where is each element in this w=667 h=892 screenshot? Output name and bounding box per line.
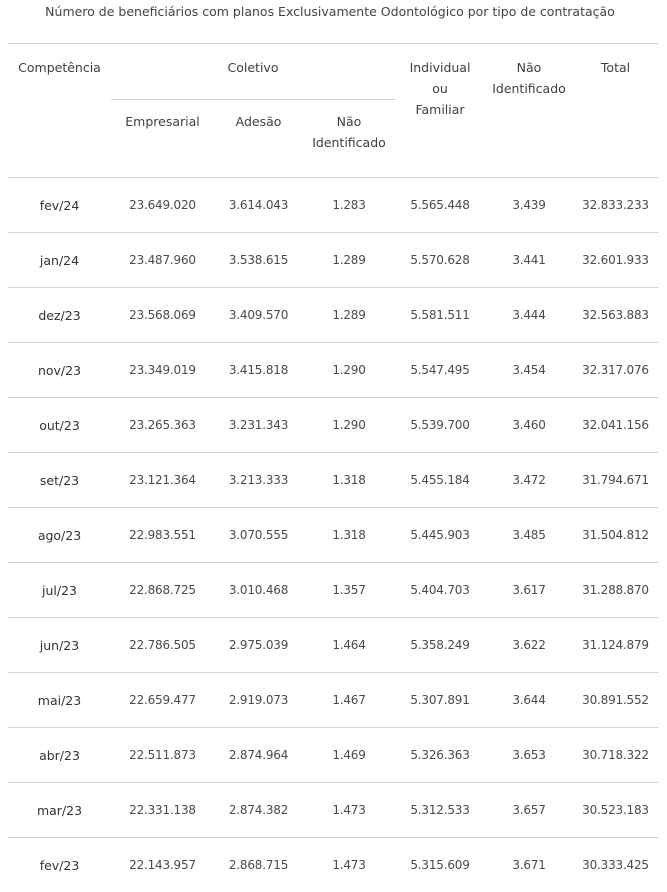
- cell-individual-familiar: 5.315.609: [395, 838, 485, 892]
- table-row: [8, 233, 658, 288]
- cell-adesao: 2.919.073: [214, 673, 303, 728]
- cell-individual-familiar: 5.326.363: [395, 728, 485, 783]
- cell-adesao: 3.231.343: [214, 398, 303, 453]
- cell-nao-identificado: 3.657: [485, 783, 573, 838]
- header-individual-familiar: Individual ou Familiar: [395, 44, 485, 178]
- cell-empresarial: 22.786.505: [111, 618, 214, 673]
- cell-empresarial: 22.331.138: [111, 783, 214, 838]
- table-caption: Número de beneficiários com planos Exclusivamente Odontológico por tipo de contratação: [0, 0, 660, 23]
- cell-total: 31.504.812: [573, 508, 658, 563]
- cell-adesao: 2.868.715: [214, 838, 303, 892]
- cell-competencia: jun/23: [8, 618, 111, 673]
- cell-adesao: 3.213.333: [214, 453, 303, 508]
- cell-nao-identificado: 3.472: [485, 453, 573, 508]
- cell-competencia: fev/23: [8, 838, 111, 892]
- cell-nao-identificado: 3.454: [485, 343, 573, 398]
- cell-nao-identificado: 3.439: [485, 178, 573, 233]
- cell-total: 30.333.425: [573, 838, 658, 892]
- cell-total: 31.288.870: [573, 563, 658, 618]
- cell-individual-familiar: 5.307.891: [395, 673, 485, 728]
- table-row: [8, 618, 658, 673]
- cell-total: 32.563.883: [573, 288, 658, 343]
- cell-empresarial: 22.659.477: [111, 673, 214, 728]
- cell-empresarial: 23.265.363: [111, 398, 214, 453]
- cell-empresarial: 23.121.364: [111, 453, 214, 508]
- cell-individual-familiar: 5.455.184: [395, 453, 485, 508]
- table-row: [8, 343, 658, 398]
- cell-coletivo-nao-identificado: 1.290: [303, 343, 395, 398]
- cell-coletivo-nao-identificado: 1.473: [303, 838, 395, 892]
- beneficiaries-table: [8, 43, 658, 892]
- cell-individual-familiar: 5.581.511: [395, 288, 485, 343]
- table-row: [8, 783, 658, 838]
- cell-individual-familiar: 5.547.495: [395, 343, 485, 398]
- cell-competencia: jul/23: [8, 563, 111, 618]
- table-body: [8, 178, 658, 892]
- cell-total: 32.041.156: [573, 398, 658, 453]
- cell-coletivo-nao-identificado: 1.283: [303, 178, 395, 233]
- cell-coletivo-nao-identificado: 1.318: [303, 453, 395, 508]
- cell-coletivo-nao-identificado: 1.473: [303, 783, 395, 838]
- cell-competencia: abr/23: [8, 728, 111, 783]
- cell-adesao: 2.874.964: [214, 728, 303, 783]
- cell-adesao: 3.010.468: [214, 563, 303, 618]
- cell-total: 31.124.879: [573, 618, 658, 673]
- cell-individual-familiar: 5.570.628: [395, 233, 485, 288]
- cell-empresarial: 23.349.019: [111, 343, 214, 398]
- header-empresarial: Empresarial: [111, 100, 214, 178]
- table-row: [8, 838, 658, 892]
- cell-coletivo-nao-identificado: 1.357: [303, 563, 395, 618]
- cell-individual-familiar: 5.312.533: [395, 783, 485, 838]
- cell-empresarial: 22.983.551: [111, 508, 214, 563]
- cell-total: 31.794.671: [573, 453, 658, 508]
- cell-competencia: out/23: [8, 398, 111, 453]
- table-row: [8, 508, 658, 563]
- cell-total: 30.718.322: [573, 728, 658, 783]
- table-row: [8, 178, 658, 233]
- cell-individual-familiar: 5.539.700: [395, 398, 485, 453]
- header-coletivo: Coletivo: [111, 44, 395, 100]
- table-row: [8, 728, 658, 783]
- cell-nao-identificado: 3.617: [485, 563, 573, 618]
- cell-coletivo-nao-identificado: 1.289: [303, 233, 395, 288]
- header-competencia: Competência: [8, 44, 111, 178]
- cell-empresarial: 22.143.957: [111, 838, 214, 892]
- cell-coletivo-nao-identificado: 1.464: [303, 618, 395, 673]
- cell-competencia: ago/23: [8, 508, 111, 563]
- cell-nao-identificado: 3.671: [485, 838, 573, 892]
- cell-adesao: 2.874.382: [214, 783, 303, 838]
- cell-competencia: set/23: [8, 453, 111, 508]
- cell-coletivo-nao-identificado: 1.318: [303, 508, 395, 563]
- cell-empresarial: 23.487.960: [111, 233, 214, 288]
- cell-empresarial: 23.649.020: [111, 178, 214, 233]
- cell-competencia: jan/24: [8, 233, 111, 288]
- cell-competencia: fev/24: [8, 178, 111, 233]
- cell-nao-identificado: 3.485: [485, 508, 573, 563]
- cell-nao-identificado: 3.460: [485, 398, 573, 453]
- cell-total: 30.891.552: [573, 673, 658, 728]
- cell-competencia: dez/23: [8, 288, 111, 343]
- cell-nao-identificado: 3.644: [485, 673, 573, 728]
- cell-nao-identificado: 3.622: [485, 618, 573, 673]
- header-nao-identificado: Não Identificado: [485, 44, 573, 178]
- cell-competencia: mai/23: [8, 673, 111, 728]
- cell-adesao: 3.415.818: [214, 343, 303, 398]
- cell-adesao: 3.409.570: [214, 288, 303, 343]
- cell-individual-familiar: 5.404.703: [395, 563, 485, 618]
- cell-individual-familiar: 5.358.249: [395, 618, 485, 673]
- cell-coletivo-nao-identificado: 1.289: [303, 288, 395, 343]
- header-coletivo-nao-identificado: Não Identificado: [303, 100, 395, 178]
- cell-adesao: 2.975.039: [214, 618, 303, 673]
- cell-empresarial: 22.511.873: [111, 728, 214, 783]
- cell-adesao: 3.070.555: [214, 508, 303, 563]
- cell-total: 32.833.233: [573, 178, 658, 233]
- header-total: Total: [573, 44, 658, 178]
- cell-adesao: 3.538.615: [214, 233, 303, 288]
- header-adesao: Adesão: [214, 100, 303, 178]
- table-row: [8, 288, 658, 343]
- cell-coletivo-nao-identificado: 1.290: [303, 398, 395, 453]
- cell-total: 30.523.183: [573, 783, 658, 838]
- cell-total: 32.601.933: [573, 233, 658, 288]
- cell-individual-familiar: 5.565.448: [395, 178, 485, 233]
- cell-individual-familiar: 5.445.903: [395, 508, 485, 563]
- cell-coletivo-nao-identificado: 1.467: [303, 673, 395, 728]
- cell-total: 32.317.076: [573, 343, 658, 398]
- cell-nao-identificado: 3.441: [485, 233, 573, 288]
- cell-nao-identificado: 3.653: [485, 728, 573, 783]
- table-row: [8, 563, 658, 618]
- table-row: [8, 453, 658, 508]
- table-row: [8, 673, 658, 728]
- cell-adesao: 3.614.043: [214, 178, 303, 233]
- cell-nao-identificado: 3.444: [485, 288, 573, 343]
- cell-coletivo-nao-identificado: 1.469: [303, 728, 395, 783]
- cell-empresarial: 23.568.069: [111, 288, 214, 343]
- cell-competencia: mar/23: [8, 783, 111, 838]
- cell-competencia: nov/23: [8, 343, 111, 398]
- table-row: [8, 398, 658, 453]
- cell-empresarial: 22.868.725: [111, 563, 214, 618]
